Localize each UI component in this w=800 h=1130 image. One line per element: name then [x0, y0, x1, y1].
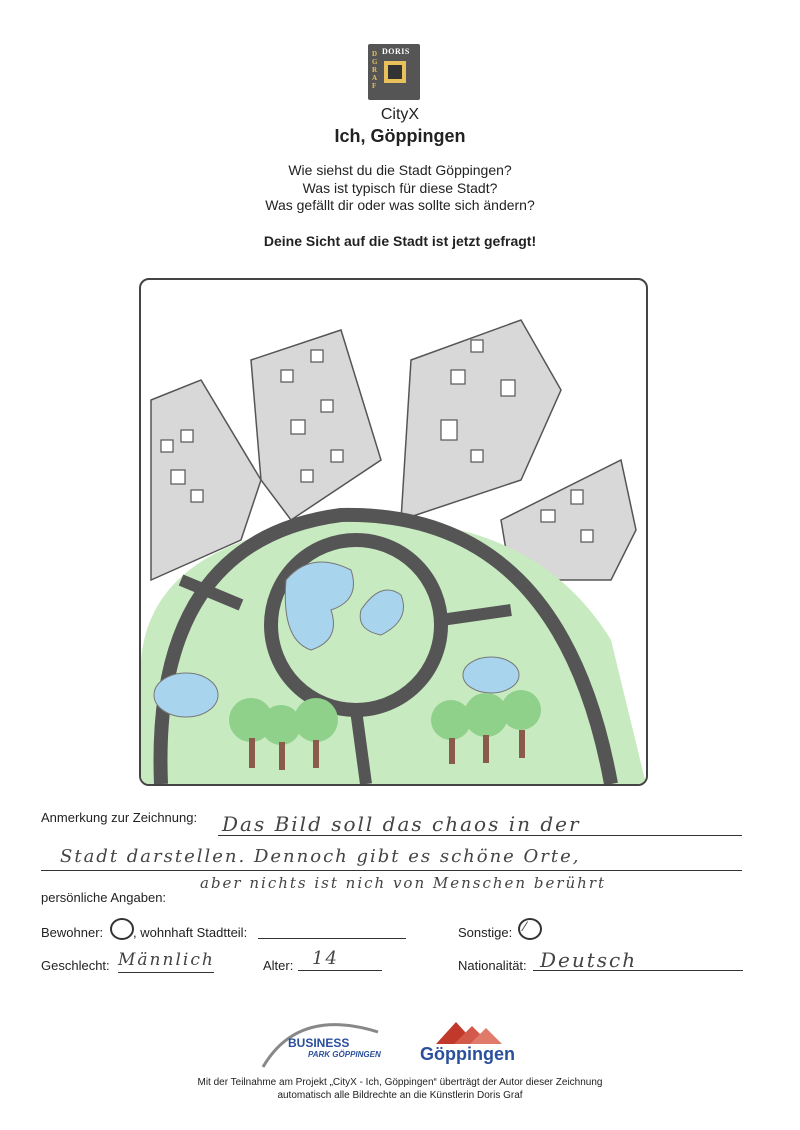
prompt-text: Deine Sicht auf die Stadt ist jetzt gefragt!	[263, 233, 537, 249]
annotation-label: Anmerkung zur Zeichnung:	[41, 810, 198, 825]
annotation-line-2	[41, 870, 742, 871]
rights-notice-1: Mit der Teilnahme am Projekt „CityX - Ich, Göppingen“ überträgt der Autor dieser Zeichnung	[197, 1077, 603, 1088]
logo-letters: D G R A F	[372, 50, 378, 90]
district-label: , wohnhaft Stadtteil:	[133, 925, 248, 940]
project-name: CityX	[380, 106, 420, 123]
age-label: Alter:	[263, 958, 294, 973]
goeppingen-logo	[416, 1018, 526, 1074]
gender-field[interactable]	[118, 972, 214, 973]
business-line-1: BUSINESS	[288, 1036, 350, 1050]
gender-value: Männlich	[118, 950, 215, 970]
annotation-text-1: Das Bild soll das chaos in der	[222, 812, 581, 836]
doris-graf-logo	[368, 44, 420, 100]
business-line-2: PARK GÖPPINGEN	[308, 1050, 381, 1059]
resident-label: Bewohner:	[41, 925, 104, 940]
resident-checkbox[interactable]	[110, 918, 134, 940]
page-title: Ich, Göppingen	[334, 126, 466, 146]
annotation-text-2: Stadt darstellen. Dennoch gibt es schöne Orte,	[60, 846, 581, 867]
age-value: 14	[312, 948, 339, 969]
nationality-field[interactable]	[533, 970, 743, 971]
logo-word: DORIS	[382, 47, 410, 56]
child-drawing	[139, 278, 648, 786]
personal-info-label: persönliche Angaben:	[41, 890, 167, 905]
age-field[interactable]	[298, 970, 382, 971]
district-field[interactable]	[258, 938, 406, 939]
question-1: Wie siehst du die Stadt Göppingen?	[288, 162, 512, 178]
nationality-label: Nationalität:	[458, 958, 527, 973]
rights-notice-2: automatisch alle Bildrechte an die Künstlerin Doris Graf	[277, 1090, 523, 1101]
goeppingen-wordmark: Göppingen	[420, 1044, 515, 1064]
annotation-text-3: aber nichts ist nich von Menschen berührt	[200, 874, 607, 892]
logo-square-inner	[388, 65, 402, 79]
question-3: Was gefällt dir oder was sollte sich ändern?	[265, 197, 535, 213]
city-drawing-illustration	[141, 280, 646, 784]
question-2: Was ist typisch für diese Stadt?	[302, 180, 498, 196]
other-label: Sonstige:	[458, 925, 513, 940]
other-checkbox[interactable]	[518, 918, 542, 940]
nationality-value: Deutsch	[540, 948, 638, 972]
business-park-logo	[258, 1012, 398, 1072]
gender-label: Geschlecht:	[41, 958, 110, 973]
other-checkmark: ⁄	[524, 918, 527, 934]
